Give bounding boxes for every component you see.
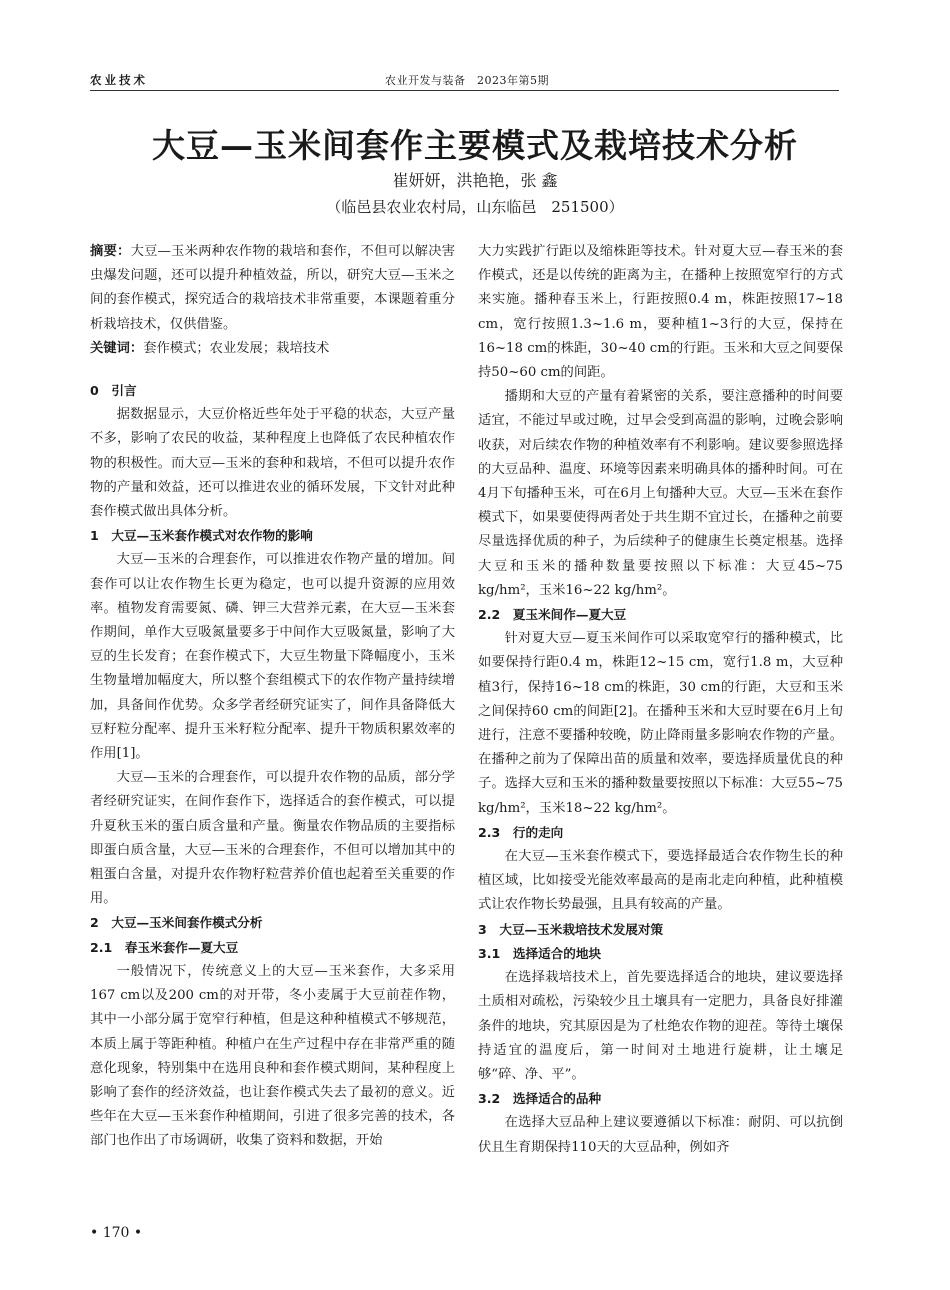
section-heading: 2.2 夏玉米间作—夏大豆 [478, 607, 627, 623]
keywords-text: 套作模式；农业发展；栽培技术 [143, 340, 330, 356]
paragraph: 据数据显示，大豆价格近些年处于平稳的状态，大豆产量不多，影响了农民的收益，某种程度上也降低了农民种植农作物的积极性。而大豆—玉米的套种和栽培，不但可以提升农作物的产量和效益，还可以推进农业的循环发展，下文针对此种套作模式做出具体分析。 [90, 407, 455, 520]
abstract-label: 摘要： [90, 244, 131, 259]
section-heading: 0 引言 [90, 383, 137, 399]
paragraph: 在大豆—玉米套作模式下，要选择最适合农作物生长的种植区域，比如接受光能效率最高的是南北走向种植，此种植模式让农作物长势最强，且具有较高的产量。 [478, 849, 843, 913]
section-heading: 1 大豆—玉米套作模式对农作物的影响 [90, 528, 313, 544]
abstract [90, 240, 455, 337]
running-header [90, 68, 839, 91]
section-heading: 2.3 行的走向 [478, 824, 564, 840]
paragraph-continued: 大力实践扩行距以及缩株距等技术。针对夏大豆—春玉米的套作模式，还是以传统的距离为主，在播种上按照宽窄行的方式来实施。播种春玉米上，行距按照0.4 m，株距按照17~18 cm，宽行按照1.3~1.6 m，要种植1~3行的大豆，保持在16~18 cm的株距，30~40 cm的行距。玉米和大豆之间要保持50~60 cm的间距。 [478, 244, 843, 381]
paragraph: 播期和大豆的产量有着紧密的关系，要注意播种的时间要适宜，不能过早或过晚，过早会受到高温的影响，过晚会影响收获，对后续农作物的种植效率有不利影响。建议要参照选择的大豆品种、温度、环境等因素来明确具体的播种时间。可在4月下旬播种玉米，可在6月上旬播种大豆。大豆—玉米在套作模式下，如果要使得两者处于共生期不宜过长，在播种之前要尽量选择优质的种子，为后续种子的健康生长奠定根基。选择大豆和玉米的播种数量要按照以下标准：大豆45~75 kg/hm²，玉米16~22 kg/hm²。 [478, 389, 843, 598]
paragraph: 大豆—玉米的合理套作，可以提升农作物的品质，部分学者经研究证实，在间作套作下，选择适合的套作模式，可以提升夏秋玉米的蛋白质含量和产量。衡量农作物品质的主要指标即蛋白质含量，大豆—玉米的合理套作，不但可以增加其中的粗蛋白含量，对提升农作物籽粒营养价值也起着至关重要的作用。 [90, 770, 455, 907]
paragraph: 一般情况下，传统意义上的大豆—玉米套作，大多采用167 cm以及200 cm的对开带，冬小麦属于大豆前茬作物，其中一小部分属于宽窄行种植，但是这种种植模式不够规范，本质上属于等距种植。种植户在生产过程中存在非常严重的随意化现象，特别集中在选用良种和套作模式期间，某种程度上影响了套作的经济效益，也让套作模式失去了最初的意义。近些年在大豆—玉米套作种植期间，引进了很多完善的技术，各部门也作出了市场调研，收集了资料和数据，开始 [90, 963, 455, 1149]
paragraph: 大豆—玉米的合理套作，可以推进农作物产量的增加。间套作可以让农作物生长更为稳定，也可以提升资源的应用效率。植物发育需要氮、磷、钾三大营养元素，在大豆—玉米套作期间，单作大豆吸氮量要多于中间作大豆吸氮量，影响了大豆的生长发育；在套作模式下，大豆生物量下降幅度小，玉米生物量增加幅度大，所以整个套组模式下的农作物产量持续增加，具备间作优势。众多学者经研究证实了，间作具备降低大豆籽粒分配率、提升玉米籽粒分配率、提升干物质积累效率的作用[1]。 [90, 552, 455, 762]
paragraph: 在选择大豆品种上建议要遵循以下标准：耐阴、可以抗倒伏且生育期保持110天的大豆品种，例如齐 [478, 1115, 843, 1155]
section-heading: 3.1 选择适合的地块 [478, 945, 602, 961]
section-heading: 3 大豆—玉米栽培技术发展对策 [478, 921, 664, 937]
keywords-label: 关键词： [90, 340, 144, 356]
right-column [478, 240, 843, 1160]
left-column [90, 240, 455, 1154]
abstract-text: 大豆—玉米两种农作物的栽培和套作，不但可以解决害虫爆发问题，还可以提升种植效益，所以，研究大豆—玉米之间的套作模式，探究适合的栽培技术非常重要，本课题着重分析栽培技术，仅供借鉴。 [90, 244, 456, 332]
header-journal: 农业开发与装备 2023年第5期 [385, 74, 549, 87]
section-heading: 2.1 春玉米套作—夏大豆 [90, 939, 239, 955]
header-section: 农业技术 [90, 73, 148, 87]
affiliation: （临邑县农业农村局，山东临邑 251500） [326, 198, 624, 216]
section-heading: 2 大豆—玉米间套作模式分析 [90, 915, 263, 931]
keywords [90, 337, 455, 361]
page-number: • 170 • [90, 1225, 143, 1241]
paragraph: 在选择栽培技术上，首先要选择适合的地块，建议要选择土质相对疏松，污染较少且土壤具有一定肥力，具备良好排灌条件的地块，究其原因是为了杜绝农作物的迎茬。等待土壤保持适宜的温度后，第一时间对土地进行旋耕，让土壤足够“碎、净、平”。 [478, 970, 843, 1082]
paragraph: 针对夏大豆—夏玉米间作可以采取宽窄行的播种模式，比如要保持行距0.4 m，株距12~15 cm，宽行1.8 m，大豆种植3行，保持16~18 cm的株距，30 cm的行距，大豆和玉米之间保持60 cm的间距[2]。在播种玉米和大豆时要在6月上旬进行，注意不要播种较晚，防止降雨量多影响农作物的产量。在播种之前为了保障出苗的质量和效率，要选择质量优良的种子。选择大豆和玉米的播种数量要按照以下标准：大豆55~75 kg/hm²，玉米18~22 kg/hm²。 [478, 631, 843, 816]
article-title: 大豆—玉米间套作主要模式及栽培技术分析 [152, 126, 798, 165]
section-heading: 3.2 选择适合的品种 [478, 1091, 602, 1107]
authors: 崔妍妍，洪艳艳，张 鑫 [392, 171, 558, 190]
